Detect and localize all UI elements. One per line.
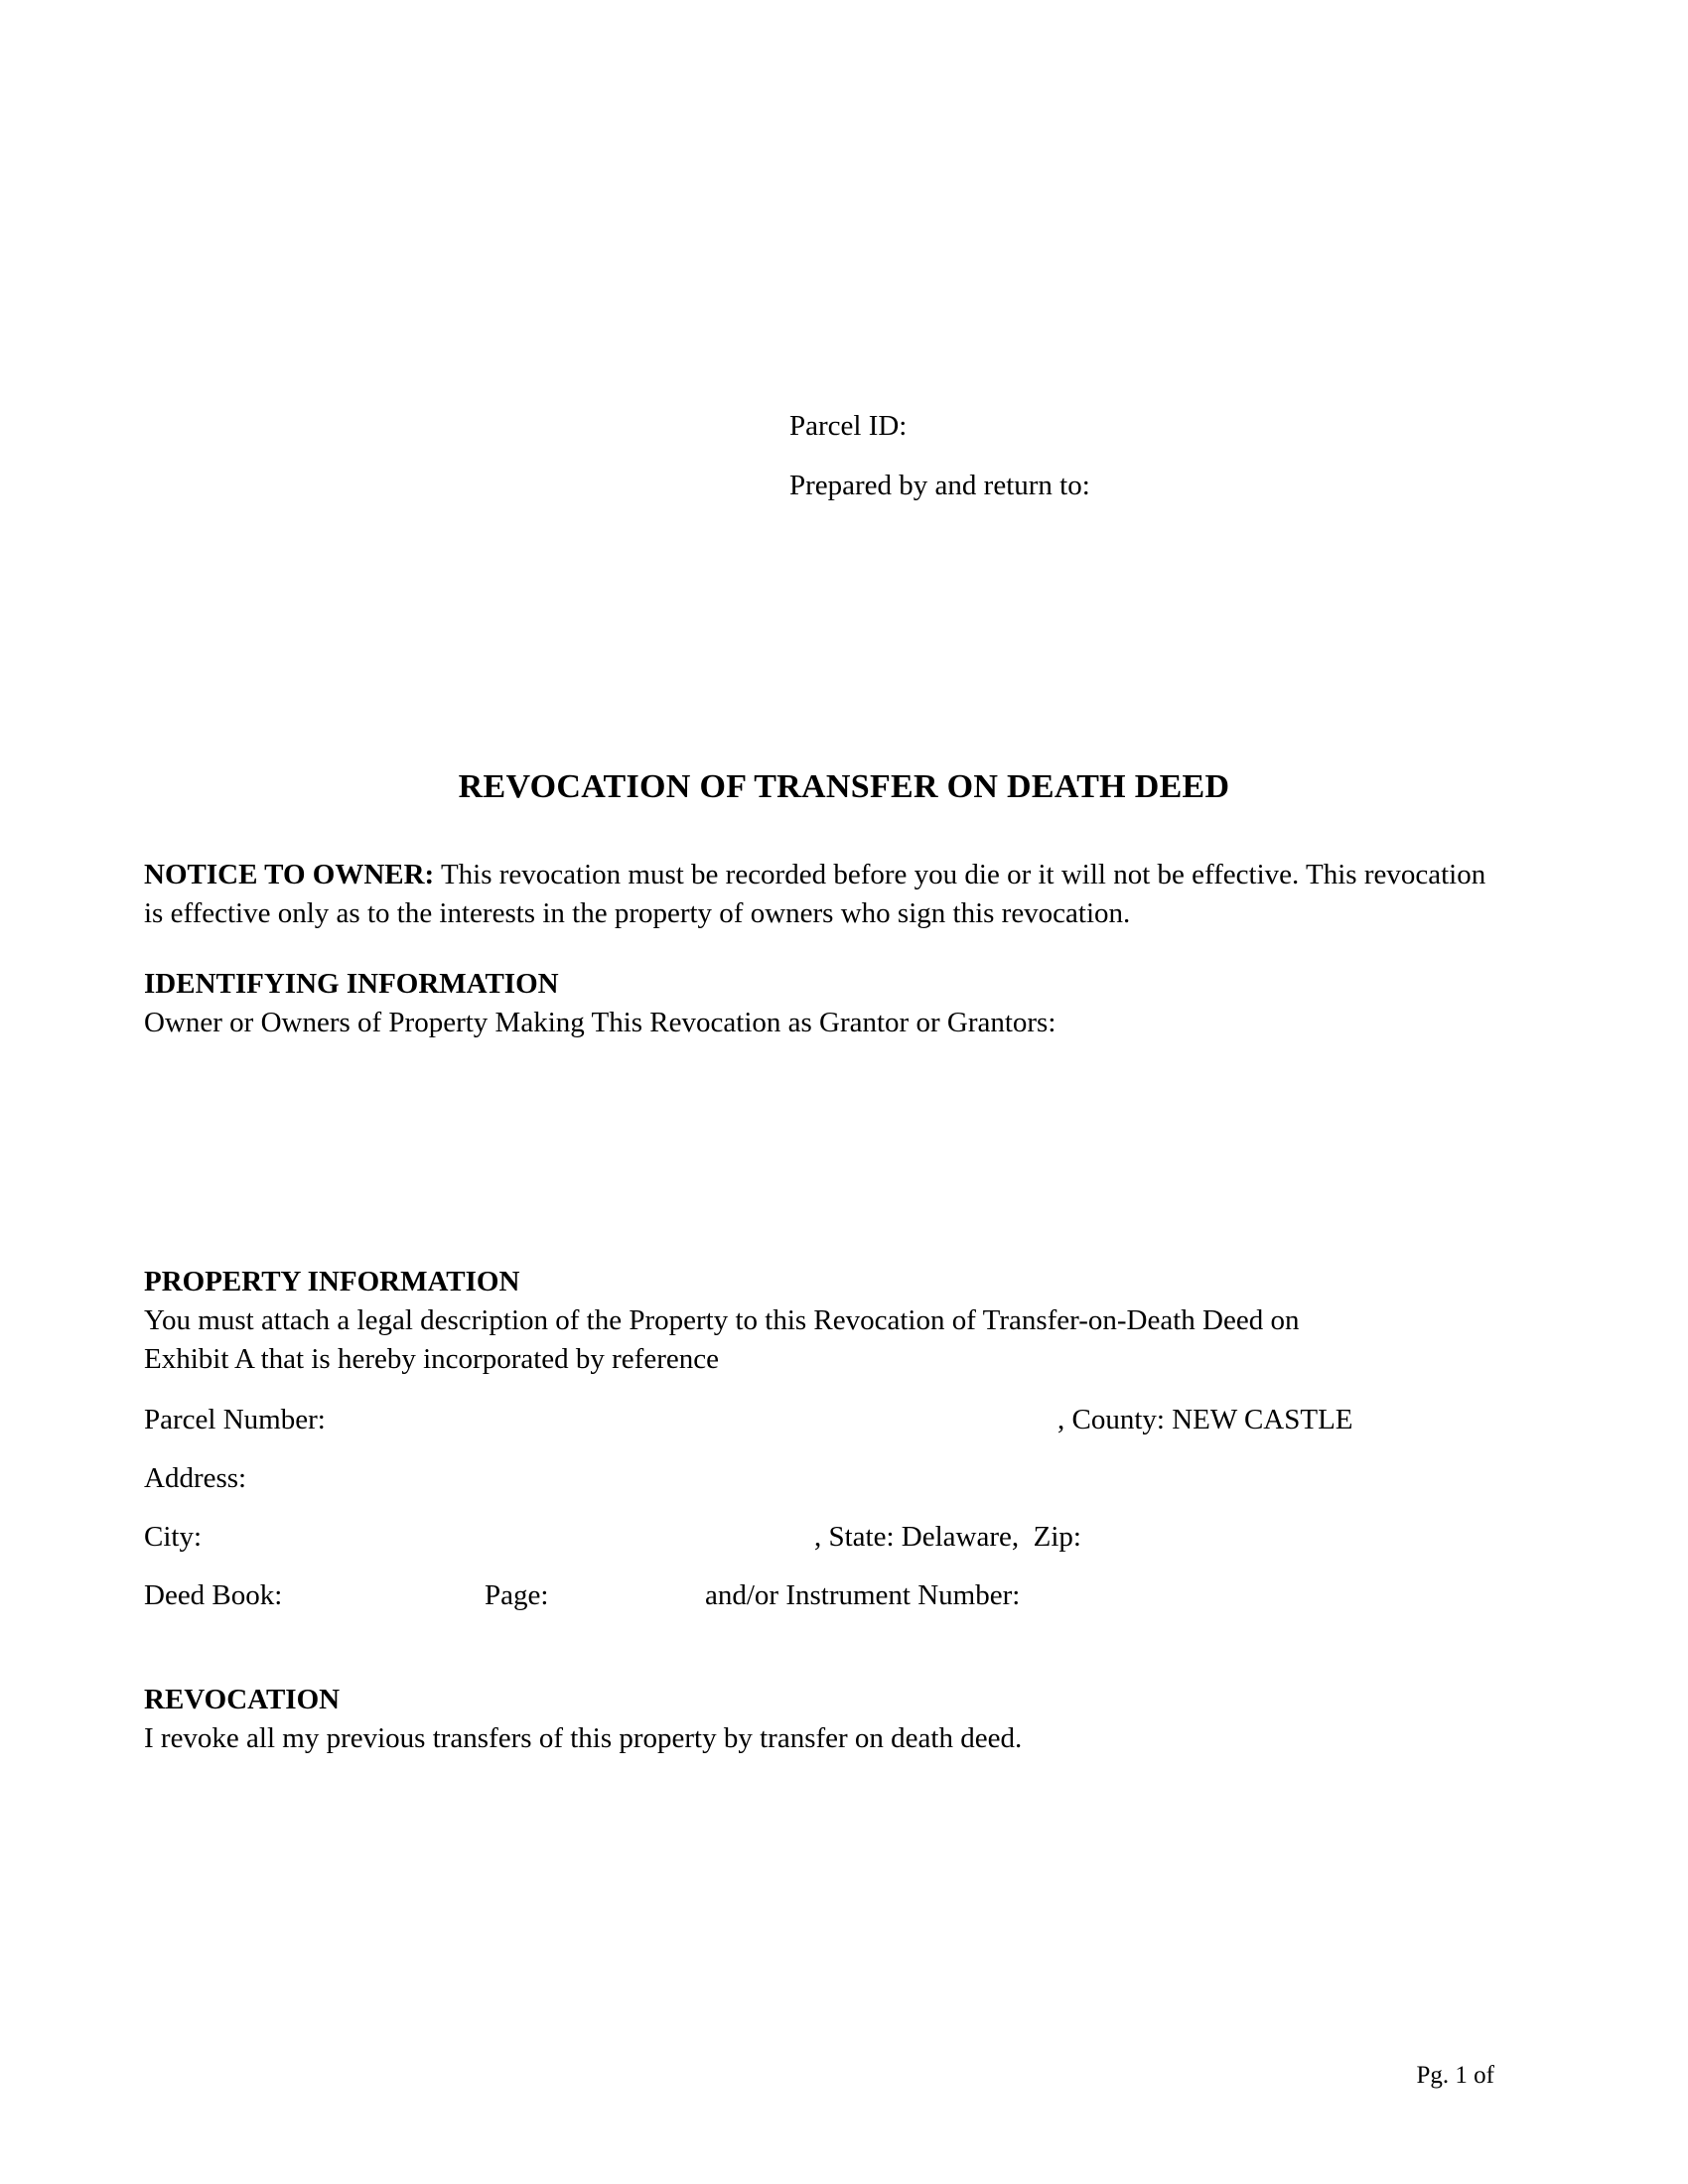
spacer-after-notice <box>144 933 1494 965</box>
parcel-number-row <box>144 1401 1494 1439</box>
revocation-text: I revoke all my previous transfers of this property by transfer on death deed. <box>144 1722 1023 1754</box>
recording-header-block <box>789 412 1484 531</box>
city-state-zip-row <box>144 1518 1494 1557</box>
page-footer: Pg. 1 of <box>1416 2062 1494 2089</box>
notice-to-owner-lead: NOTICE TO OWNER: <box>144 859 435 890</box>
parcel-number-label: Parcel Number: <box>144 1404 326 1435</box>
county-label: , County: NEW CASTLE <box>1057 1404 1353 1435</box>
deed-book-label: Deed Book: <box>144 1579 283 1611</box>
property-instructions-line1: You must attach a legal description of the Property to this Revocation of Transfer-on-Death Deed on <box>144 1304 1300 1336</box>
notice-to-owner-line2: This revocation is effective only as to the interests in the property of owners who sign this revocation. <box>144 859 1486 929</box>
document-body <box>144 856 1494 1758</box>
grantors-blank-space <box>144 1042 1494 1263</box>
prepared-by-label: Prepared by and return to: <box>789 470 1090 501</box>
deed-book-row <box>144 1576 1494 1615</box>
address-label: Address: <box>144 1462 247 1494</box>
property-information-heading: PROPERTY INFORMATION <box>144 1266 520 1297</box>
page-title: REVOCATION OF TRANSFER ON DEATH DEED <box>458 768 1230 805</box>
parcel-id-label: Parcel ID: <box>789 410 908 442</box>
spacer-before-property-fields <box>144 1379 1494 1401</box>
notice-to-owner-line1: This revocation must be recorded before you die or it will not be effective. <box>434 859 1300 890</box>
address-row <box>144 1459 1494 1498</box>
state-zip-label: , State: Delaware, Zip: <box>814 1521 1081 1553</box>
instrument-number-label: and/or Instrument Number: <box>705 1579 1021 1611</box>
city-label: City: <box>144 1521 203 1553</box>
spacer-before-revocation <box>144 1635 1494 1681</box>
revocation-heading: REVOCATION <box>144 1684 341 1715</box>
deed-page-label: Page: <box>485 1579 549 1611</box>
notice-to-owner-paragraph <box>144 856 1494 933</box>
property-instructions-line2: Exhibit A that is hereby incorporated by reference <box>144 1343 719 1375</box>
grantors-label: Owner or Owners of Property Making This Revocation as Grantor or Grantors: <box>144 1007 1056 1038</box>
identifying-information-heading: IDENTIFYING INFORMATION <box>144 968 559 1000</box>
